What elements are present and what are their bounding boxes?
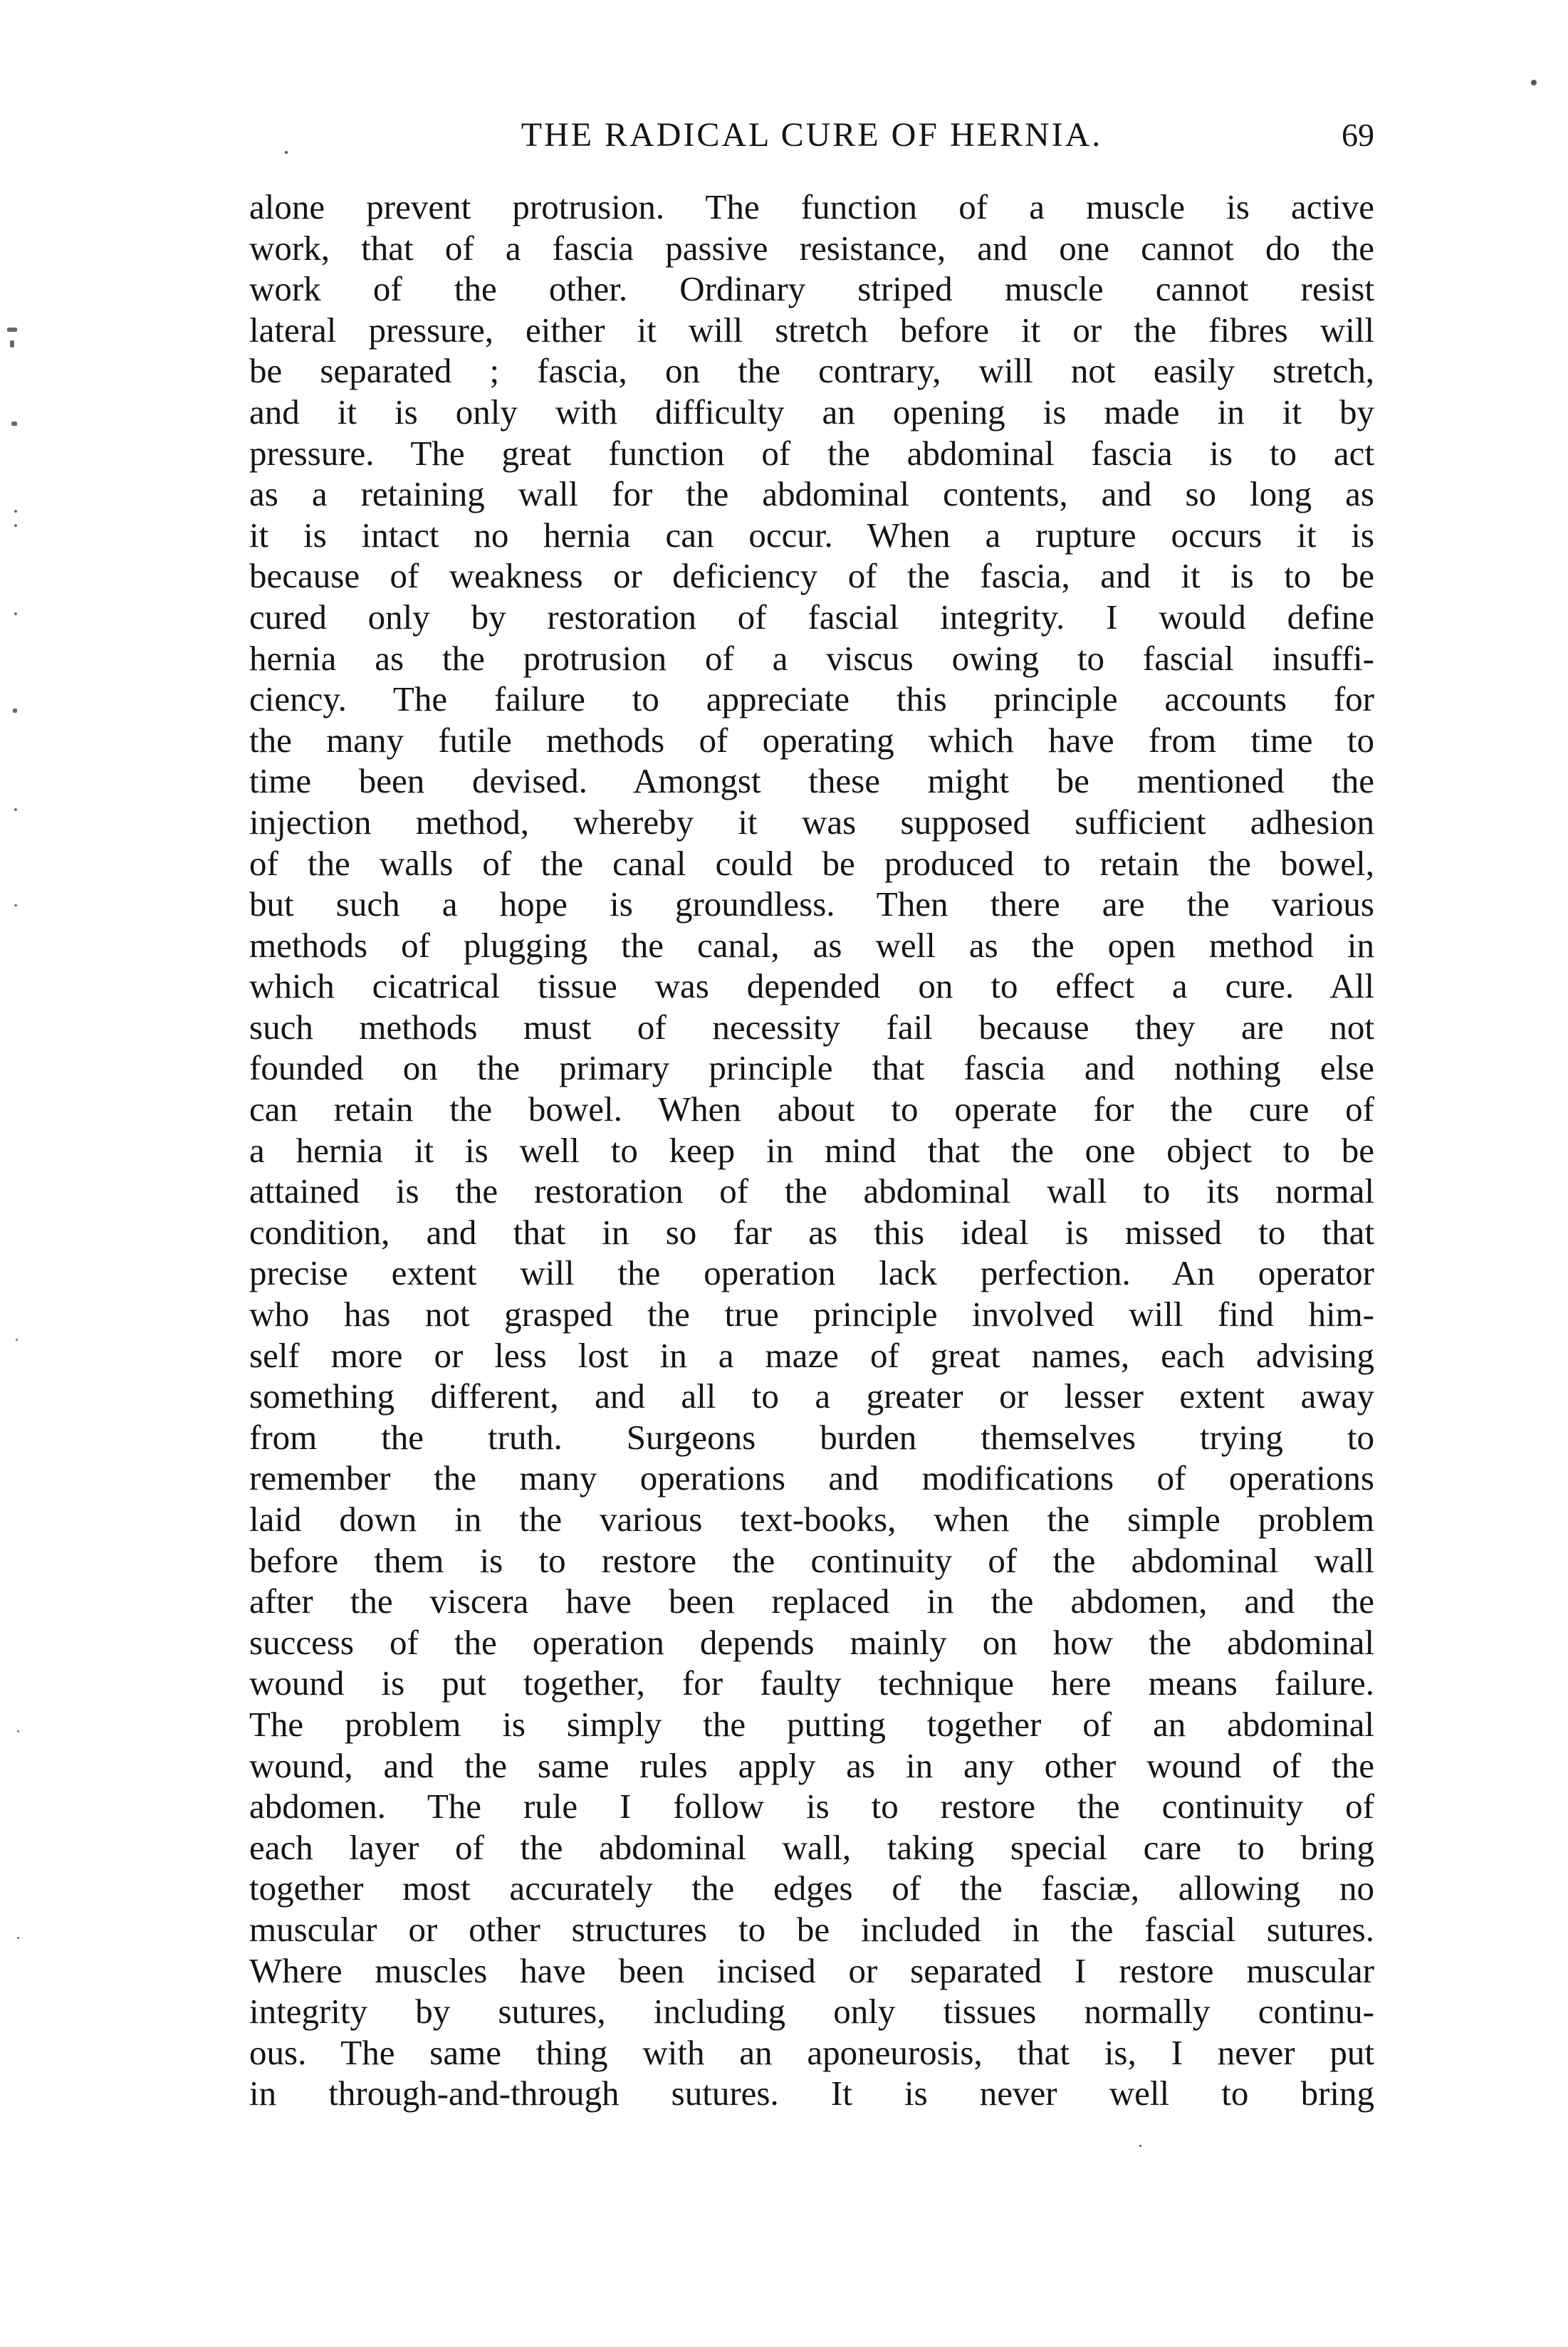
text-line: which cicatrical tissue was depended on to effect a cure. All	[249, 966, 1374, 1006]
running-header	[249, 107, 1374, 164]
text-line: laid down in the various text-books, when the simple problem	[249, 1500, 1374, 1539]
text-line: condition, and that in so far as this ideal is missed to that	[249, 1212, 1374, 1252]
text-line: of the walls of the canal could be produced to retain the bowel,	[249, 843, 1374, 883]
margin-specks	[0, 0, 85, 2347]
margin-speck	[14, 510, 17, 513]
margin-speck	[7, 328, 17, 332]
text-line: who has not grasped the true principle involved will find him-	[249, 1295, 1374, 1334]
text-line: each layer of the abdominal wall, taking special care to bring	[249, 1827, 1374, 1867]
text-line: pressure. The great function of the abdominal fascia is to act	[249, 433, 1374, 473]
text-line: alone prevent protrusion. The function of a muscle is active	[249, 187, 1374, 226]
margin-speck	[10, 340, 14, 347]
body-text	[249, 187, 1374, 2114]
text-line: after the viscera have been replaced in the abdomen, and the	[249, 1582, 1374, 1621]
text-line: abdomen. The rule I follow is to restore the continuity of	[249, 1787, 1374, 1826]
page-number: 69	[1342, 117, 1374, 153]
text-line: something different, and all to a greater or lesser extent away	[249, 1376, 1374, 1416]
text-line: such methods must of necessity fail because they are not	[249, 1007, 1374, 1047]
text-line: methods of plugging the canal, as well as the open method in	[249, 925, 1374, 965]
margin-speck	[14, 612, 17, 615]
text-line: founded on the primary principle that fascia and nothing else	[249, 1048, 1374, 1088]
text-line: from the truth. Surgeons burden themselves trying to	[249, 1417, 1374, 1457]
margin-speck	[17, 1730, 19, 1732]
margin-speck	[17, 1937, 19, 1939]
running-title: THE RADICAL CURE OF HERNIA.	[521, 116, 1103, 154]
margin-speck	[11, 422, 17, 426]
text-line: wound is put together, for faulty technique here means failure.	[249, 1663, 1374, 1703]
text-line: time been devised. Amongst these might be mentioned the	[249, 761, 1374, 801]
text-line: because of weakness or deficiency of the fascia, and it is to be	[249, 556, 1374, 596]
text-line: The problem is simply the putting together of an abdominal	[249, 1704, 1374, 1744]
text-line: but such a hope is groundless. Then there are the various	[249, 884, 1374, 924]
text-line: wound, and the same rules apply as in any other wound of the	[249, 1745, 1374, 1785]
text-line: self more or less lost in a maze of great names, each advising	[249, 1335, 1374, 1375]
margin-speck	[16, 1339, 18, 1341]
text-line: as a retaining wall for the abdominal contents, and so long as	[249, 474, 1374, 514]
margin-speck	[14, 808, 17, 811]
text-line: lateral pressure, either it will stretch before it or the fibres will	[249, 310, 1374, 350]
text-line: integrity by sutures, including only tissues normally continu-	[249, 1992, 1374, 2032]
text-line: muscular or other structures to be included in the fascial sutures.	[249, 1909, 1374, 1949]
text-line: Where muscles have been incised or separated I restore muscular	[249, 1950, 1374, 1990]
text-line: work, that of a fascia passive resistance, and one cannot do the	[249, 228, 1374, 268]
text-line: it is intact no hernia can occur. When a rupture occurs it is	[249, 515, 1374, 555]
text-line: in through-and-through sutures. It is never well to bring	[249, 2074, 1374, 2113]
text-line: hernia as the protrusion of a viscus owing to fascial insuffi-	[249, 638, 1374, 678]
text-line: before them is to restore the continuity of the abdominal wall	[249, 1540, 1374, 1580]
text-line: and it is only with difficulty an opening is made in it by	[249, 392, 1374, 432]
text-line: success of the operation depends mainly on how the abdominal	[249, 1622, 1374, 1662]
text-line: a hernia it is well to keep in mind that the one object to be	[249, 1130, 1374, 1170]
margin-speck	[14, 904, 17, 906]
text-line: ous. The same thing with an aponeurosis, that is, I never put	[249, 2032, 1374, 2072]
text-line: together most accurately the edges of the fasciæ, allowing no	[249, 1868, 1374, 1908]
margin-speck	[1139, 2145, 1141, 2147]
text-line: can retain the bowel. When about to operate for the cure of	[249, 1089, 1374, 1129]
text-line: ciency. The failure to appreciate this principle accounts for	[249, 679, 1374, 719]
text-line: attained is the restoration of the abdominal wall to its normal	[249, 1171, 1374, 1211]
text-line: injection method, whereby it was supposed sufficient adhesion	[249, 802, 1374, 842]
margin-speck	[1531, 80, 1537, 85]
text-line: cured only by restoration of fascial integrity. I would define	[249, 597, 1374, 637]
text-line: work of the other. Ordinary striped muscle cannot resist	[249, 269, 1374, 309]
text-line: remember the many operations and modifications of operations	[249, 1458, 1374, 1498]
margin-speck	[13, 709, 17, 713]
text-line: precise extent will the operation lack perfection. An operator	[249, 1253, 1374, 1293]
text-line: the many futile methods of operating which have from time to	[249, 720, 1374, 760]
margin-speck	[14, 524, 17, 527]
text-line: be separated ; fascia, on the contrary, will not easily stretch,	[249, 351, 1374, 391]
